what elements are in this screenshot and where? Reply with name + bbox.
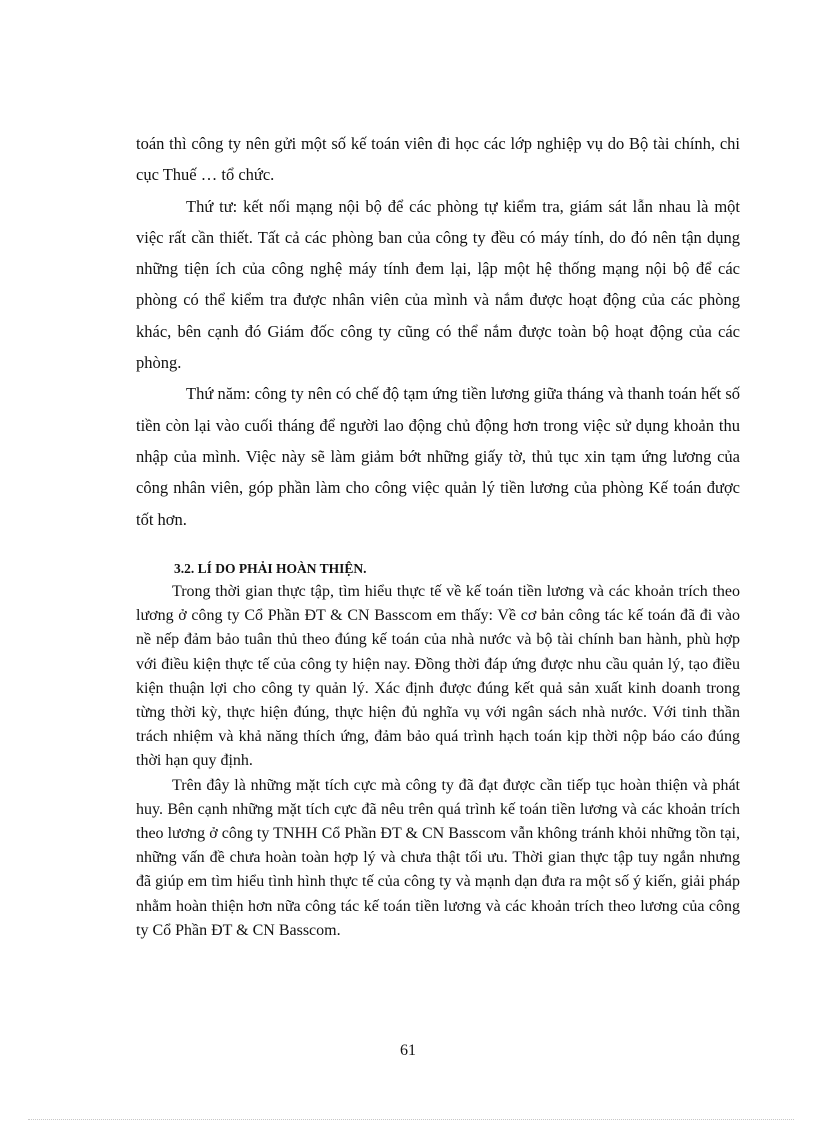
paragraph-summary: Trên đây là những mặt tích cực mà công ty đã đạt được cần tiếp tục hoàn thiện và phát huy. Bên cạnh những mặt tích cực đã nêu trên quá trình kế toán tiền lương và các khoản trích theo lương ở công ty TNHH Cổ Phần ĐT & CN Basscom vẫn không tránh khỏi những tồn tại, những vấn đề chưa hoàn toàn hợp lý và chưa thật tối ưu. Thời gian thực tập tuy ngắn nhưng đã giúp em tìm hiểu tình hình thực tế của công ty và mạnh dạn đưa ra một số ý kiến, giải pháp nhằm hoàn thiện hơn nữa công tác kế toán tiền lương và các khoản trích theo lương của công ty Cổ Phần ĐT & CN Basscom. [136, 776, 740, 939]
page-number: 61 [400, 1042, 416, 1059]
paragraph-continued: toán thì công ty nên gửi một số kế toán viên đi học các lớp nghiệp vụ do Bộ tài chính, chi cục Thuế … tổ chức. [136, 134, 740, 185]
section-heading: 3.2. LÍ DO PHẢI HOÀN THIỆN. [174, 561, 367, 576]
footer-divider [28, 1119, 794, 1120]
paragraph-internship-findings: Trong thời gian thực tập, tìm hiểu thực tế về kế toán tiền lương và các khoản trích theo lương ở công ty Cổ Phần ĐT & CN Basscom em thấy: Về cơ bản công tác kế toán đã đi vào nề nếp đảm bảo tuân thủ theo đúng kế toán của nhà nước và bộ tài chính ban hành, phù hợp với điều kiện thực tế của công ty hiện nay. Đồng thời đáp ứng được nhu cầu quản lý, tạo điều kiện thuận lợi cho công ty quản lý. Xác định được đúng kết quả sản xuất kinh doanh trong từng thời kỳ, thực hiện đúng, thực hiện đủ nghĩa vụ với ngân sách nhà nước. Với tinh thần trách nhiệm và khả năng thích ứng, đảm bảo quá trình hạch toán kịp thời nộp báo cáo đúng thời hạn quy định. [136, 583, 740, 770]
reasons-section [136, 580, 740, 943]
paragraph-fifth-recommendation: Thứ năm: công ty nên có chế độ tạm ứng tiền lương giữa tháng và thanh toán hết số tiền còn lại vào cuối tháng để người lao động chủ động hơn trong việc sử dụng khoản thu nhập của mình. Việc này sẽ làm giảm bớt những giấy tờ, thủ tục xin tạm ứng lương của công nhân viên, góp phần làm cho công việc quản lý tiền lương của phòng Kế toán được tốt hơn. [136, 384, 740, 529]
paragraph-fourth-recommendation: Thứ tư: kết nối mạng nội bộ để các phòng tự kiểm tra, giám sát lẫn nhau là một việc rất cần thiết. Tất cả các phòng ban của công ty đều có máy tính, do đó nên tận dụng những tiện ích của công nghệ máy tính đem lại, lập một hệ thống mạng nội bộ để các phòng có thể kiểm tra được nhân viên của mình và nắm được hoạt động của các phòng khác, bên cạnh đó Giám đốc công ty cũng có thể nắm được toàn bộ hoạt động của các phòng. [136, 196, 740, 373]
recommendations-section [136, 128, 740, 535]
